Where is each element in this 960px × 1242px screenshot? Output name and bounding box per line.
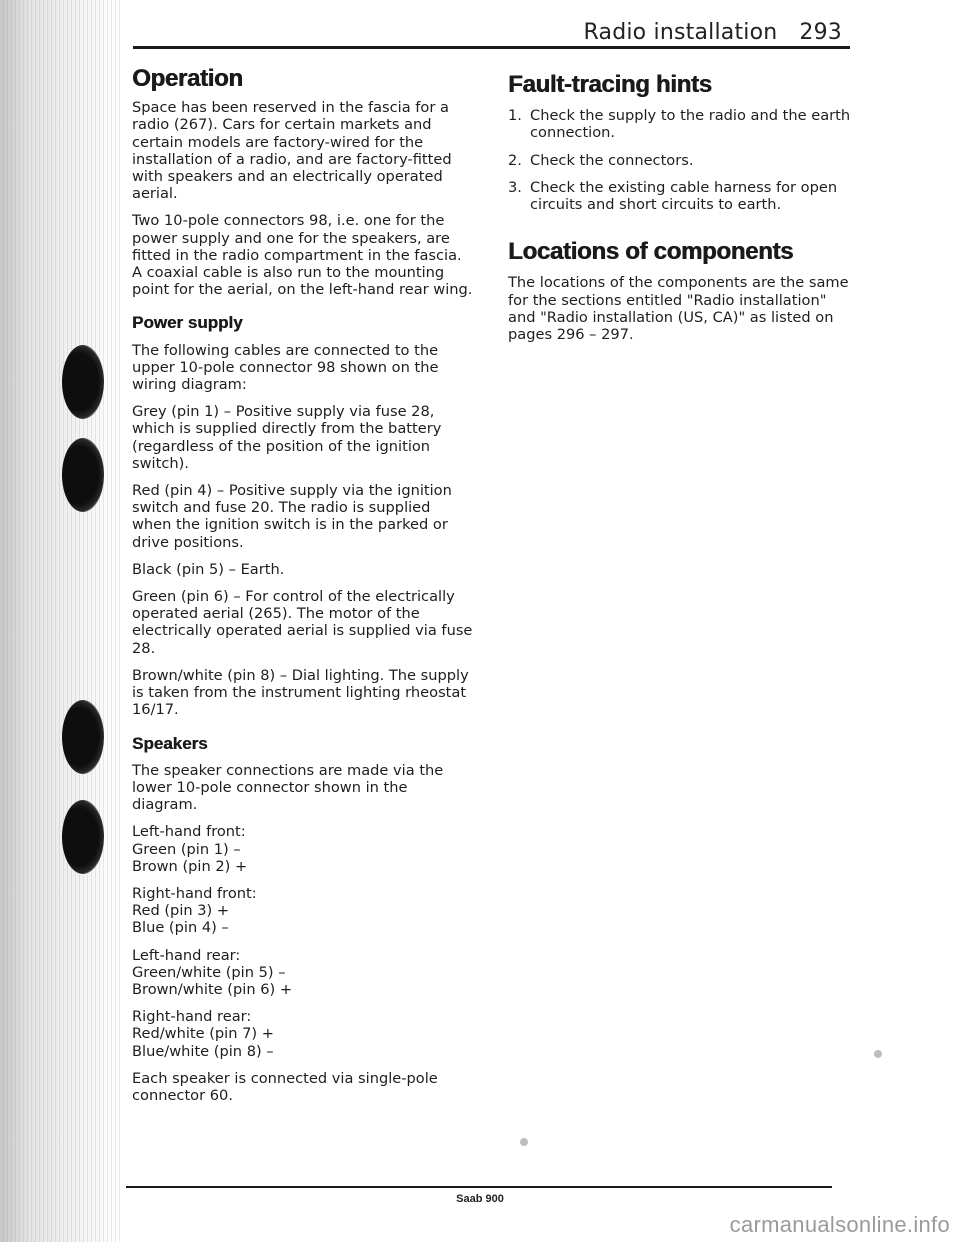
paragraph: Brown/white (pin 8) – Dial lighting. The supply is taken from the instrument lighting rheostat 16/17. — [132, 666, 469, 719]
footer-model: Saab 900 — [456, 1193, 504, 1205]
header-rule — [133, 46, 850, 49]
paragraph: The locations of the components are the same for the sections entitled "Radio installation" and "Radio installation (US, CA)" as listed on pages 296 – 297. — [508, 274, 849, 344]
paragraph: The following cables are connected to the upper 10-pole connector 98 shown on the wiring diagram: — [132, 341, 439, 394]
list-item-text: Check the supply to the radio and the earth connection. — [530, 107, 851, 142]
paragraph: Green (pin 6) – For control of the electrically operated aerial (265). The motor of the electrically operated aerial is supplied via fuse 28. — [132, 588, 473, 657]
binder-hole — [62, 800, 104, 874]
speaker-wire-line: Blue (pin 4) – — [132, 919, 229, 937]
paragraph: Grey (pin 1) – Positive supply via fuse 28, which is supplied directly from the battery (regardless of the position of the ignition switch). — [132, 403, 442, 472]
binder-hole — [62, 438, 104, 512]
footer-rule — [126, 1186, 832, 1188]
list-item-number: 1. — [508, 107, 522, 125]
watermark: carmanualsonline.info — [729, 1212, 950, 1237]
speaker-wire-line: Brown (pin 2) + — [132, 857, 248, 875]
section-title-locations: Locations of components — [508, 238, 794, 266]
speaker-wire-line: Green (pin 1) – — [132, 840, 241, 858]
list-item-text: Check the connectors. — [530, 151, 694, 169]
paragraph: Space has been reserved in the fascia for a radio (267). Cars for certain markets and certain models are factory-wired for the installation of a radio, and are factory-fitted with speakers and an electrically operated aerial. — [132, 99, 452, 203]
speaker-group-heading: Right-hand front: — [132, 884, 257, 902]
list-item-number: 2. — [508, 151, 522, 169]
paragraph: The speaker connections are made via the lower 10-pole connector shown in the diagram. — [132, 761, 444, 814]
scan-speck — [520, 1138, 528, 1146]
speaker-group — [132, 885, 474, 937]
list-item — [508, 107, 853, 141]
speaker-group-heading: Left-hand rear: — [132, 946, 241, 964]
subsection-title-power-supply: Power supply — [132, 313, 243, 333]
speaker-wire-line: Brown/white (pin 6) + — [132, 980, 293, 998]
speaker-wire-line: Red/white (pin 7) + — [132, 1025, 274, 1043]
list-item — [508, 179, 853, 213]
running-head-title: Radio installation — [583, 20, 778, 45]
section-title-operation: Operation — [132, 65, 243, 92]
speaker-wire-line: Blue/white (pin 8) – — [132, 1042, 274, 1060]
speaker-group-heading: Left-hand front: — [132, 823, 246, 841]
running-head — [584, 20, 842, 45]
paragraph: Each speaker is connected via single-pole connector 60. — [132, 1069, 438, 1104]
fault-tracing-list — [508, 107, 853, 213]
speaker-wire-line: Red (pin 3) + — [132, 902, 230, 920]
list-item-text: Check the existing cable harness for open circuits and short circuits to earth. — [530, 178, 838, 214]
list-item — [508, 152, 853, 169]
speaker-group-heading: Right-hand rear: — [132, 1008, 252, 1026]
binder-hole — [62, 700, 104, 774]
binder-hole — [62, 345, 104, 419]
speaker-group — [132, 1008, 474, 1060]
paragraph: Black (pin 5) – Earth. — [132, 560, 285, 578]
speaker-wire-line: Green/white (pin 5) – — [132, 963, 286, 981]
scanned-binding-edge — [0, 0, 120, 1242]
paragraph: Red (pin 4) – Positive supply via the ignition switch and fuse 20. The radio is supplied when the ignition switch is in the parked or drive positions. — [132, 482, 452, 551]
section-title-fault-tracing: Fault-tracing hints — [508, 71, 712, 98]
speaker-group — [132, 947, 474, 999]
speaker-group — [132, 823, 474, 875]
list-item-number: 3. — [508, 178, 522, 196]
paragraph: Two 10-pole connectors 98, i.e. one for the power supply and one for the speakers, are fitted in the radio compartment in the fascia. A coaxial cable is also run to the mounting point for the aerial, on the left-hand rear wing. — [132, 212, 473, 299]
page-number: 293 — [799, 20, 842, 45]
subsection-title-speakers: Speakers — [132, 733, 208, 753]
left-column — [132, 65, 474, 1114]
right-column — [508, 71, 853, 353]
scan-speck — [874, 1050, 882, 1058]
